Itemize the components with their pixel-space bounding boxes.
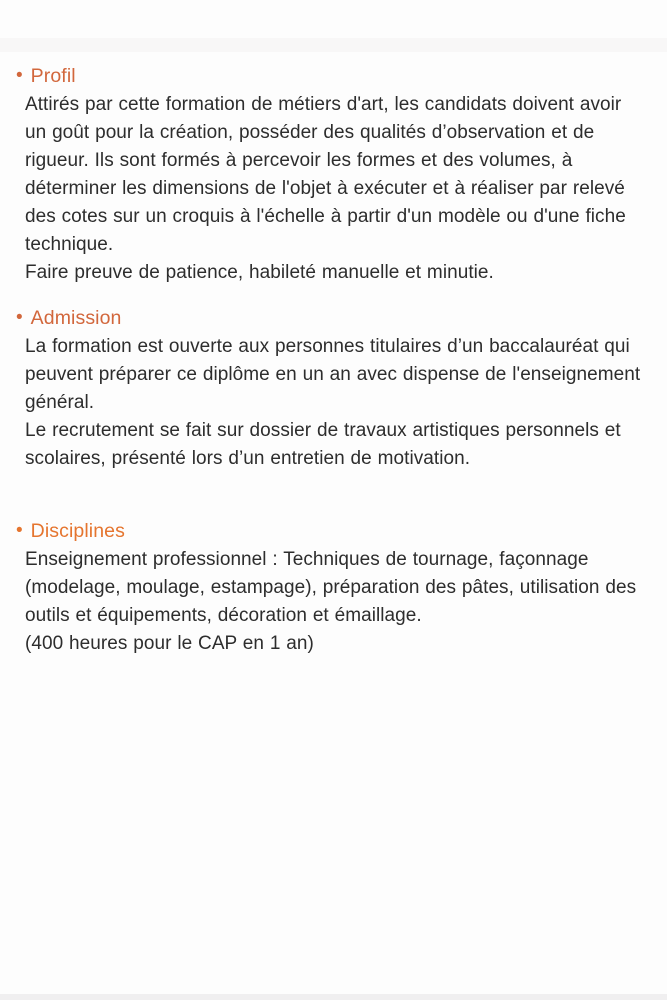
- disciplines-paragraph-2: (400 heures pour le CAP en 1 an): [25, 633, 314, 654]
- bullet-icon: •: [16, 65, 23, 86]
- section-admission: [16, 304, 647, 473]
- admission-paragraph-1: La formation est ouverte aux personnes titulaires d’un baccalauréat qui peuvent préparer ce diplôme en un an avec dispense de l'enseignement général.: [25, 336, 641, 413]
- section-disciplines-heading-text: Disciplines: [30, 520, 125, 542]
- section-profil-heading-text: Profil: [30, 65, 76, 87]
- disciplines-paragraph-1: Enseignement professionnel : Techniques de tournage, façonnage (modelage, moulage, estampage), préparation des pâtes, utilisation des outils et équipements, décoration et émaillage.: [25, 549, 637, 626]
- admission-paragraph-2: Le recrutement se fait sur dossier de travaux artistiques personnels et scolaires, présenté lors d’un entretien de motivation.: [25, 420, 621, 469]
- section-profil: [16, 62, 647, 287]
- bullet-icon: •: [16, 307, 23, 328]
- section-profil-heading: [16, 62, 647, 91]
- section-disciplines-heading: [16, 517, 647, 546]
- bottom-edge-strip: [0, 994, 667, 1000]
- profil-paragraph-2: Faire preuve de patience, habileté manuelle et minutie.: [25, 262, 494, 283]
- section-disciplines: [16, 517, 647, 658]
- section-admission-heading: [16, 304, 647, 333]
- top-shading-band: [0, 38, 667, 52]
- profil-paragraph-1: Attirés par cette formation de métiers d'art, les candidats doivent avoir un goût pour la création, posséder des qualités d’observation et de rigueur. Ils sont formés à percevoir les formes et des volumes, à déterminer les dimensions de l'objet à exécuter et à réaliser par relevé des cotes sur un croquis à l'échelle à partir d'un modèle ou d'une fiche technique.: [25, 94, 626, 255]
- bullet-icon: •: [16, 520, 23, 541]
- section-admission-heading-text: Admission: [30, 307, 122, 329]
